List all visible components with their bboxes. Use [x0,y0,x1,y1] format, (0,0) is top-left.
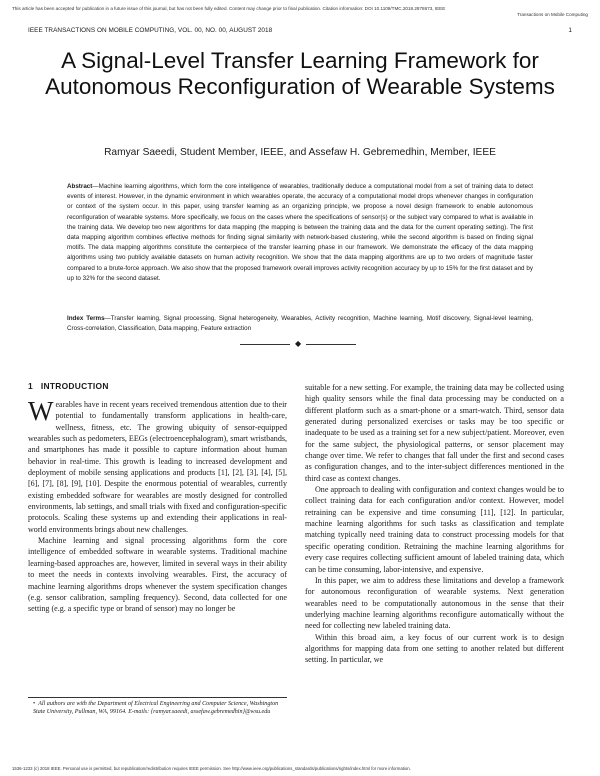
notice-line-1: This article has been accepted for publication in a future issue of this journal, but has not been fully edited. Content may change prior to final publication. Citation information: DOI 10.1109/TMC.2018.2878673, IEEE [12,6,446,11]
footnote-text: All authors are with the Department of Electrical Engineering and Computer Science, Washington State University, Pullman, WA, 99164. E-mails: {ramyar.saeedi, assefaw.gebremedhin}@wsu.edu [33,701,279,715]
notice-line-2: Transactions on Mobile Computing [517,12,588,17]
author-list: Ramyar Saeedi, Student Member, IEEE, and Assefaw H. Gebremedhin, Member, IEEE [104,147,496,158]
paper-title: A Signal-Level Transfer Learning Framework for Autonomous Reconfiguration of Wearable Systems [45,48,555,99]
copyright-footer: 1536-1233 (c) 2018 IEEE. Personal use is permitted, but republication/redistribution requires IEEE permission. See http://www.ieee.org/publications_standards/publications/rights/index.html for more information. [12,766,411,771]
prepublication-notice [12,6,588,18]
abstract-label: Abstract [67,183,93,190]
journal-name: IEEE TRANSACTIONS ON MOBILE COMPUTING, VOL. 00, NO. 00, AUGUST 2018 [28,27,273,34]
right-paragraph-4: Within this broad aim, a key focus of our current work is to design algorithms for mapping data from one setting to another related but different setting. In particular, we [305,632,564,665]
author-footnote [33,700,285,716]
intro-paragraph-2: Machine learning and signal processing algorithms form the core intelligence of embedded software in wearable systems. Traditional machine learning-based approaches are, however, limited in several ways in their ability to meet the needs in contexts involving wearables. First, the accuracy of machine learning algorithms drops whenever the system specification changes (e.g. sensor calibration, sampling frequency). Second, data collected for one setting (e.g. a specific type or brand of sensor) may no longer be [28,536,287,614]
separator-rule-right [306,344,356,345]
right-paragraph-2: One approach to dealing with configuration and context changes would be to collect training data for each configuration and/or context. However, model retraining can be expensive and time consuming [11], [12]. In particular, machine learning algorithms for such tasks as classification and template matching typically need training data to construct processing models for that specific operating condition. Retraining the machine learning algorithms for every case requires collecting sufficient amount of labeled training data, which can be time consuming, labor-intensive, and expensive. [305,485,564,574]
section-title: INTRODUCTION [40,381,109,391]
section-heading [28,381,109,391]
running-header [28,27,572,34]
abstract-text: —Machine learning algorithms, which form the core intelligence of wearables, traditionally deduce a computational model from a set of training data to detect events of interest. However, in the dynamic environment in which wearables operate, the accuracy of a computational model drops whenever changes in configuration or context of the system occur. In this paper, using transfer learning as an organizing principle, we propose a novel design framework to enable autonomous reconfiguration of wearable systems. More specifically, we focus on the cases where the specifications of sensor(s) or the subject vary compared to what is available in the training data. We develop two new algorithms for data mapping (the mapping is between the training data and the data for the current operating setting). The first data mapping algorithm combines effective methods for finding signal similarity with network-based clustering, while the second algorithm is based on finding signal motifs. The data mapping algorithms constitute the centerpiece of the transfer learning phase in our framework. We demonstrate the efficacy of the data mapping algorithms using two publicly available datasets on human activity recognition. We show that the data mapping algorithms are up to two orders of magnitude faster compared to a brute-force approach. We also show that the proposed framework overall improves activity recognition accuracy by up to 15% for the first dataset and by up to 32% for the second dataset. [67,183,533,282]
index-terms-label: Index Terms [67,315,105,322]
footnote-rule [28,697,287,698]
page-number: 1 [568,27,572,34]
right-paragraph-1: suitable for a new setting. For example, the training data may be collected using high quality sensors while the final data processing may be conducted on a different platform such as a smart-phone or a smart-watch. Third, sensor data generated during personalized exercises or tasks may be too specific or inadequate to be used as a training set for a new subject/patient. Moreover, even for the same subject, the physiological patterns, or sensor placement may change over time. We refer to changes that fall under the first and second cases as configuration changes, and to the inter-subject differences mentioned in the third case as context changes. [305,383,564,483]
intro-paragraph-1-text: earables have in recent years received tremendous attention due to their potential to fundamentally transform applications in health-care, wellness, fitness, etc. The growing ubiquity of sensor-equipped wearables such as pedometers, EEGs (electroencephalogram), smart wristbands, and smartphones has made it possible to capture information about human behavior in real-time. This growth is leading to increased development and deployment of mobile sensing applications and products [1], [2], [3], [4], [5], [6], [7], [8], [9], [10]. Despite the enormous potential of wearables, currently existing embedded software for wearables are mostly designed for controlled environments, lab settings, and small trials with fixed and configuration-specific protocols. Scaling these systems up and extending their applications in real-world environments brings about new challenges. [28,400,288,534]
index-terms-text: —Transfer learning, Signal processing, Signal heterogeneity, Wearables, Activity recognition, Machine learning, Motif discovery, Signal-level learning, Cross-correlation, Classification, Data mapping, Feature extraction [67,315,533,333]
separator-diamond-icon: ◆ [295,339,302,348]
footnote-bullet: • [33,701,36,707]
left-column [28,396,288,615]
section-number: 1 [28,381,33,391]
separator-rule-left [240,344,290,345]
abstract [67,182,533,284]
right-column [305,382,564,666]
intro-paragraph-1 [28,396,288,535]
index-terms [67,314,533,334]
dropcap-letter: W [28,396,54,426]
right-paragraph-3: In this paper, we aim to address these limitations and develop a framework for autonomous reconfiguration of wearable systems. Next generation wearables need to be computationally autonomous in the sense that their underlying machine learning algorithms reconfigure automatically without the need for collecting new labeled training data. [305,575,564,631]
